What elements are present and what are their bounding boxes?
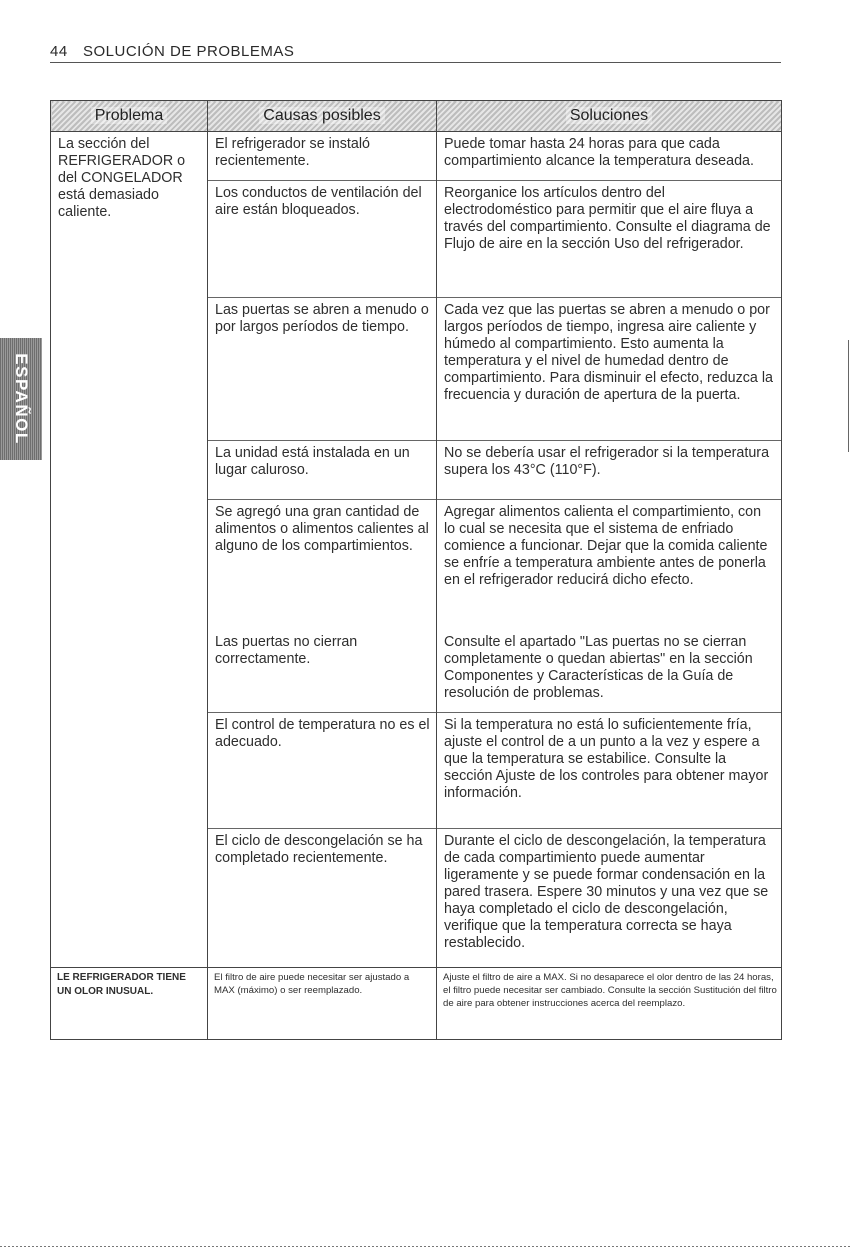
cause-cell: Las puertas se abren a menudo o por largos períodos de tiempo.	[208, 298, 437, 441]
solution-cell: Ajuste el filtro de aire a MAX. Si no desaparece el olor dentro de las 24 horas, el filtro puede necesitar ser cambiado. Consulte la sección Sustitución del filtro de aire para obtener instrucciones acerca del reemplazo.	[437, 967, 782, 1039]
solution-cell: Reorganice los artículos dentro del electrodoméstico para permitir que el aire fluya a través del compartimiento. Consulte el diagrama de Flujo de aire en la sección Uso del refrigerador.	[437, 181, 782, 298]
solution-cell: Agregar alimentos calienta el compartimiento, con lo cual se necesita que el sistema de enfriado comience a funcionar. Dejar que la comida caliente se enfríe a temperatura ambiente antes de ponerla en el refrigerador reducirá dicho efecto.	[437, 500, 782, 630]
page-header	[50, 44, 781, 63]
cause-cell: El refrigerador se instaló recientemente.	[208, 132, 437, 181]
table-header-row	[51, 101, 782, 132]
solution-cell: No se debería usar el refrigerador si la temperatura supera los 43°C (110°F).	[437, 441, 782, 500]
solution-cell: Cada vez que las puertas se abren a menudo o por largos períodos de tiempo, ingresa aire caliente y húmedo al compartimiento. Esto aumenta la temperatura y el nivel de humedad dentro de compartimiento. Para disminuir el efecto, reduzca la frecuencia y duración de apertura de la puerta.	[437, 298, 782, 441]
cause-cell: Se agregó una gran cantidad de alimentos o alimentos calientes al alguno de los compartimientos.	[208, 500, 437, 630]
cause-cell: La unidad está instalada en un lugar caluroso.	[208, 441, 437, 500]
cause-cell: Las puertas no cierran correctamente.	[208, 630, 437, 713]
header-solutions: Soluciones	[437, 101, 782, 132]
solution-cell: Consulte el apartado "Las puertas no se cierran completamente o quedan abiertas" en la sección Componentes y Características de la Guía de resolución de problemas.	[437, 630, 782, 713]
table-row	[51, 967, 782, 1039]
page-number: 44	[50, 43, 68, 60]
header-causes: Causas posibles	[208, 101, 437, 132]
cause-cell: El ciclo de descongelación se ha completado recientemente.	[208, 828, 437, 967]
table-row	[51, 132, 782, 181]
language-label: ESPAÑOL	[12, 353, 31, 445]
problem-cell: La sección del REFRIGERADOR o del CONGELADOR está demasiado caliente.	[51, 132, 208, 968]
solution-cell: Puede tomar hasta 24 horas para que cada compartimiento alcance la temperatura deseada.	[437, 132, 782, 181]
section-title: SOLUCIÓN DE PROBLEMAS	[83, 43, 295, 60]
solution-cell: Si la temperatura no está lo suficientemente fría, ajuste el control de a un punto a la vez y espere a que la temperatura se estabilice. Consulte la sección Ajuste de los controles para obtener mayor información.	[437, 712, 782, 828]
language-side-tab	[0, 338, 42, 460]
cause-cell: Los conductos de ventilación del aire están bloqueados.	[208, 181, 437, 298]
troubleshooting-table	[50, 100, 782, 1040]
cause-cell: El filtro de aire puede necesitar ser ajustado a MAX (máximo) o ser reemplazado.	[208, 967, 437, 1039]
header-problem: Problema	[51, 101, 208, 132]
solution-cell: Durante el ciclo de descongelación, la temperatura de cada compartimiento puede aumentar ligeramente y se puede formar condensación en la pared trasera. Espere 30 minutos y una vez que se haya completado el ciclo de descongelación, verifique que la temperatura correcta se haya restablecido.	[437, 828, 782, 967]
problem-cell: LE REFRIGERADOR TIENE UN OLOR INUSUAL.	[51, 967, 208, 1039]
cause-cell: El control de temperatura no es el adecuado.	[208, 712, 437, 828]
margin-line	[848, 340, 849, 452]
